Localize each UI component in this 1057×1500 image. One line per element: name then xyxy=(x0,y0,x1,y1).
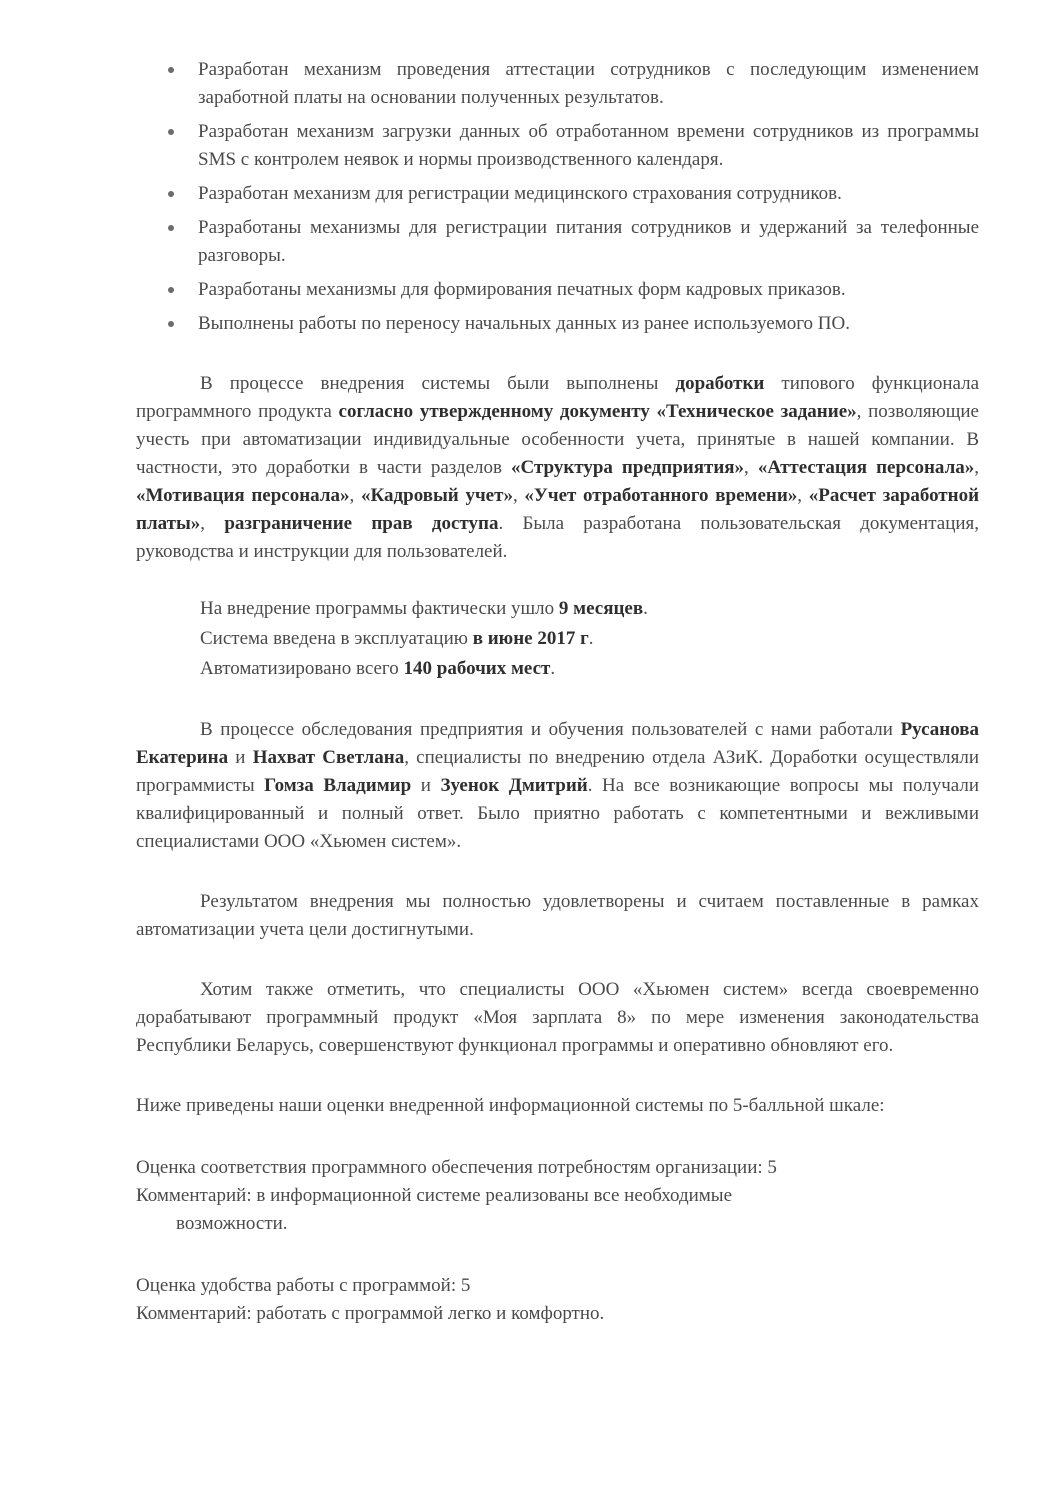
bullet-icon xyxy=(168,287,174,293)
bullet-icon xyxy=(168,67,174,73)
paragraph-improvements: В процессе внедрения системы были выполнены доработки типового функционала программного продукта согласно утвержденному документу «Техническое задание», позволяющие учесть при автоматизации индивидуальные особенности учета, принятые в нашей компании. В частности, это доработки в части разделов «Структура предприятия», «Аттестация персонала», «Мотивация персонала», «Кадровый учет», «Учет отработанного времени», «Расчет заработной платы», разграничение прав доступа. Была разработана пользовательская документация, руководства и инструкции для пользователей. xyxy=(136,373,980,562)
list-item: Выполнены работы по переносу начальных данных из ранее используемого ПО. xyxy=(198,310,979,338)
fact-workplaces: Автоматизировано всего 140 рабочих мест. xyxy=(200,658,556,679)
fact-launch-date: Система введена в эксплуатацию в июне 2017 г. xyxy=(200,628,594,649)
paragraph-updates: Хотим также отметить, что специалисты ООО «Хьюмен систем» всегда своевременно дорабатывают программный продукт «Моя зарплата 8» по мере изменения законодательства Республики Беларусь, совершенствуют функционал программы и оперативно обновляют его. xyxy=(136,979,979,1056)
bullet-list xyxy=(136,56,979,338)
bullet-icon xyxy=(168,129,174,135)
list-item: Разработаны механизмы для формирования печатных форм кадровых приказов. xyxy=(198,276,979,304)
list-item: Разработан механизм для регистрации медицинского страхования сотрудников. xyxy=(198,180,979,208)
rating-comment-continued: возможности. xyxy=(176,1213,288,1234)
rating-comment: Комментарий: работать с программой легко и комфортно. xyxy=(136,1303,605,1324)
rating-line: Оценка удобства работы с программой: 5 xyxy=(136,1275,471,1296)
bullet-icon xyxy=(168,191,174,197)
fact-duration: На внедрение программы фактически ушло 9 месяцев. xyxy=(200,598,648,619)
paragraph-team: В процессе обследования предприятия и обучения пользователей с нами работали Русанова Екатерина и Нахват Светлана, специалисты по внедрению отдела АЗиК. Доработки осуществляли программисты Гомза Владимир и Зуенок Дмитрий. На все возникающие вопросы мы получали квалифицированный и полный ответ. Было приятно работать с компетентными и вежливыми специалистами ООО «Хьюмен систем». xyxy=(136,719,980,852)
rating-requirements xyxy=(136,1154,979,1238)
list-item: Разработаны механизмы для регистрации питания сотрудников и удержаний за телефонные разговоры. xyxy=(198,214,979,270)
rating-comment: Комментарий: в информационной системе реализованы все необходимые xyxy=(136,1185,733,1206)
paragraph-ratings-intro: Ниже приведены наши оценки внедренной информационной системы по 5-балльной шкале: xyxy=(136,1095,885,1116)
paragraph-result: Результатом внедрения мы полностью удовлетворены и считаем поставленные в рамках автоматизации учета цели достигнутыми. xyxy=(136,891,979,940)
facts-block xyxy=(136,594,979,684)
rating-usability xyxy=(136,1272,979,1328)
rating-line: Оценка соответствия программного обеспечения потребностям организации: 5 xyxy=(136,1157,777,1178)
bullet-icon xyxy=(168,321,174,327)
list-item: Разработан механизм проведения аттестации сотрудников с последующим изменением заработной платы на основании полученных результатов. xyxy=(198,56,979,112)
list-item: Разработан механизм загрузки данных об отработанном времени сотрудников из программы SMS с контролем неявок и нормы производственного календаря. xyxy=(198,118,979,174)
bullet-icon xyxy=(168,225,174,231)
